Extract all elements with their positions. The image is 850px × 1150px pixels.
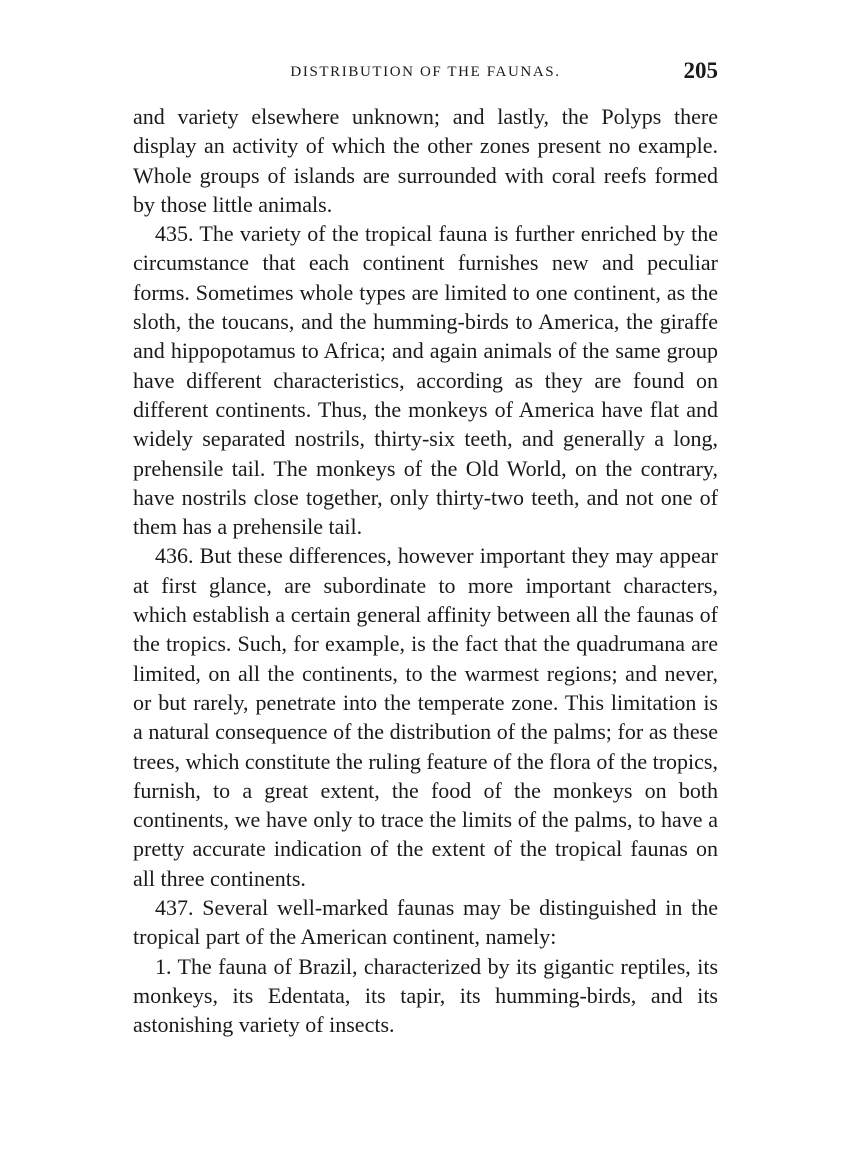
list-item-number: 1. bbox=[155, 953, 172, 979]
paragraph-436 bbox=[133, 541, 718, 893]
paragraph-text: and variety elsewhere unknown; and lastly, the Polyps there display an activity of which the other zones present no example. Whole groups of islands are surrounded with coral reefs formed by those little animals. bbox=[133, 104, 718, 217]
book-page bbox=[133, 58, 718, 1040]
paragraph-437 bbox=[133, 893, 718, 952]
paragraph-435 bbox=[133, 219, 718, 541]
page-number: 205 bbox=[683, 58, 718, 83]
paragraph-number: 436. bbox=[155, 543, 194, 569]
paragraph-text: The variety of the tropical fauna is further enriched by the circumstance that each continent furnishes new and peculiar forms. Sometimes whole types are limited to one continent, as the sloth, the toucans, and the humming-birds to America, the giraffe and hippopotamus to Africa; and again animals of the same group have different characteristics, according as they are found on different continents. Thus, the monkeys of America have flat and widely separated nostrils, thirty-six teeth, and generally a long, prehensile tail. The monkeys of the Old World, on the contrary, have nostrils close together, only thirty-two teeth, and not one of them has a prehensile tail. bbox=[133, 221, 718, 540]
paragraph-text: But these differences, however important they may appear at first glance, are subordinate to more important characters, which establish a certain general affinity between all the faunas of the tropics. Such, for example, is the fact that the quadrumana are limited, on all the continents, to the warmest regions; and never, or but rarely, penetrate into the temperate zone. This limitation is a natural consequence of the distribution of the palms; for as these trees, which constitute the ruling feature of the flora of the tropics, furnish, to a great extent, the food of the monkeys on both continents, we have only to trace the limits of the palms, to have a pretty accurate indication of the extent of the tropical faunas on all three continents. bbox=[133, 543, 719, 891]
paragraph-continued bbox=[133, 102, 718, 219]
paragraph-number: 437. bbox=[155, 895, 194, 921]
body-text bbox=[133, 102, 718, 1040]
list-item-1 bbox=[133, 952, 718, 1040]
list-item-text: The fauna of Brazil, characterized by its gigantic reptiles, its monkeys, its Edentata, its tapir, its humming-birds, and its astonishing variety of insects. bbox=[133, 953, 719, 1038]
running-head: DISTRIBUTION OF THE FAUNAS. bbox=[290, 64, 561, 80]
paragraph-text: Several well-marked faunas may be distinguished in the tropical part of the American continent, namely: bbox=[133, 895, 718, 950]
page-header bbox=[133, 58, 718, 88]
paragraph-number: 435. bbox=[155, 221, 194, 247]
